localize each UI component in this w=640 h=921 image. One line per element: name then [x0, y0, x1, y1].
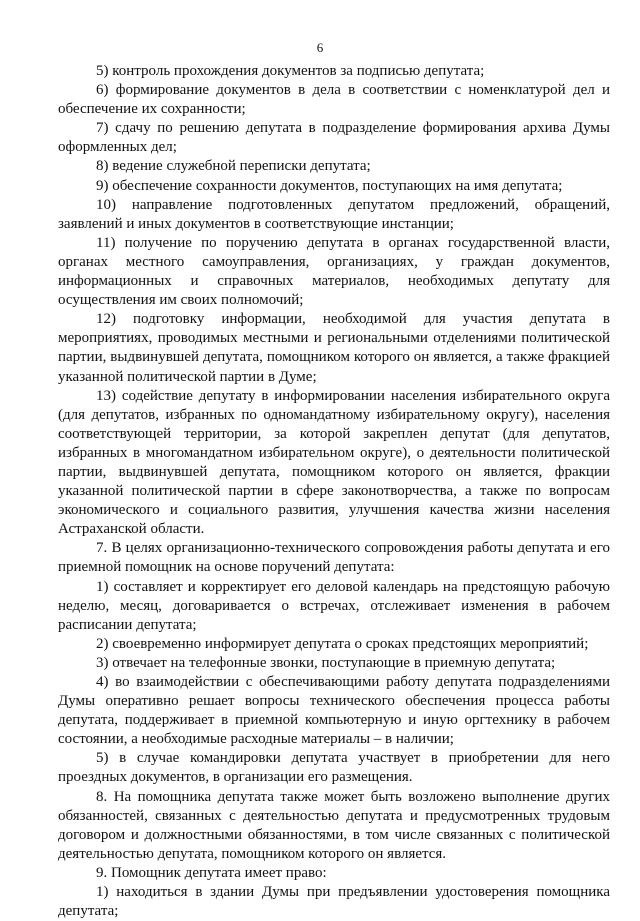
- section-9-item-1: 1) находиться в здании Думы при предъявлении удостоверения помощника депутата;: [58, 884, 610, 920]
- section-7-intro: 7. В целях организационно-технического сопровождения работы депутата и его приемной помощник на основе поручений депутата:: [58, 540, 610, 576]
- paragraph-item-8: 8) ведение служебной переписки депутата;: [96, 158, 371, 175]
- section-7-item-5: 5) в случае командировки депутата участвует в приобретении для него проездных документов, в организации его размещения.: [58, 750, 610, 786]
- section-7-item-3: 3) отвечает на телефонные звонки, поступающие в приемную депутата;: [96, 654, 556, 671]
- section-7-item-1: 1) составляет и корректирует его деловой календарь на предстоящую рабочую неделю, месяц, договаривается о встречах, отслеживает изменения в рабочем расписании депутата;: [58, 578, 610, 633]
- paragraph-item-13: 13) содействие депутату в информировании населения избирательного округа (для депутатов, избранных по одномандатному избирательному округу), населения соответствующей территории, за которой закреплен депутат (для депутатов, избранных в многомандатном избирательном округе), о деятельности политической партии, выдвинувшей депутата, помощником которого он является, фракции указанной политической партии в сфере законотворчества, а также по вопросам экономического и социального развития, улучшения качества жизни населения Астраханской области.: [58, 387, 610, 538]
- paragraph-item-7: 7) сдачу по решению депутата в подразделение формирования архива Думы оформленных дел;: [58, 120, 610, 156]
- section-8-paragraph: 8. На помощника депутата также может быть возложено выполнение других обязанностей, связанных с деятельностью депутата и предусмотренных трудовым договором и должностными обязанностями, в том числе связанных с политической деятельностью депутата, помощником которого он является.: [58, 788, 610, 862]
- paragraph-item-6: 6) формирование документов в дела в соответствии с номенклатурой дел и обеспечение их сохранности;: [58, 82, 610, 118]
- paragraph-item-9: 9) обеспечение сохранности документов, поступающих на имя депутата;: [96, 177, 563, 194]
- paragraph-item-10: 10) направление подготовленных депутатом предложений, обращений, заявлений и иных документов в соответствующие инстанции;: [58, 196, 610, 232]
- page-number: 6: [316, 40, 324, 55]
- document-body: [58, 62, 610, 921]
- paragraph-item-5: 5) контроль прохождения документов за подписью депутата;: [96, 63, 485, 79]
- section-7-item-2: 2) своевременно информирует депутата о сроках предстоящих мероприятий;: [96, 635, 589, 652]
- section-7-item-4: 4) во взаимодействии с обеспечивающими работу депутата подразделениями Думы оперативно решает вопросы технического обеспечения процесса работы депутата, поддерживает в приемной компьютерную и иную оргтехнику в рабочем состоянии, а необходимые расходные материалы – в наличии;: [58, 674, 610, 748]
- section-9-intro: 9. Помощник депутата имеет право:: [96, 864, 327, 881]
- paragraph-item-12: 12) подготовку информации, необходимой для участия депутата в мероприятиях, проводимых местными и региональными отделениями политической партии, выдвинувшей депутата, помощником которого он является, а также фракцией указанной политической партии в Думе;: [58, 311, 610, 385]
- paragraph-item-11: 11) получение по поручению депутата в органах государственной власти, органах местного самоуправления, организациях, у граждан документов, информационных и справочных материалов, необходимых депутату для осуществления им своих полномочий;: [58, 234, 610, 309]
